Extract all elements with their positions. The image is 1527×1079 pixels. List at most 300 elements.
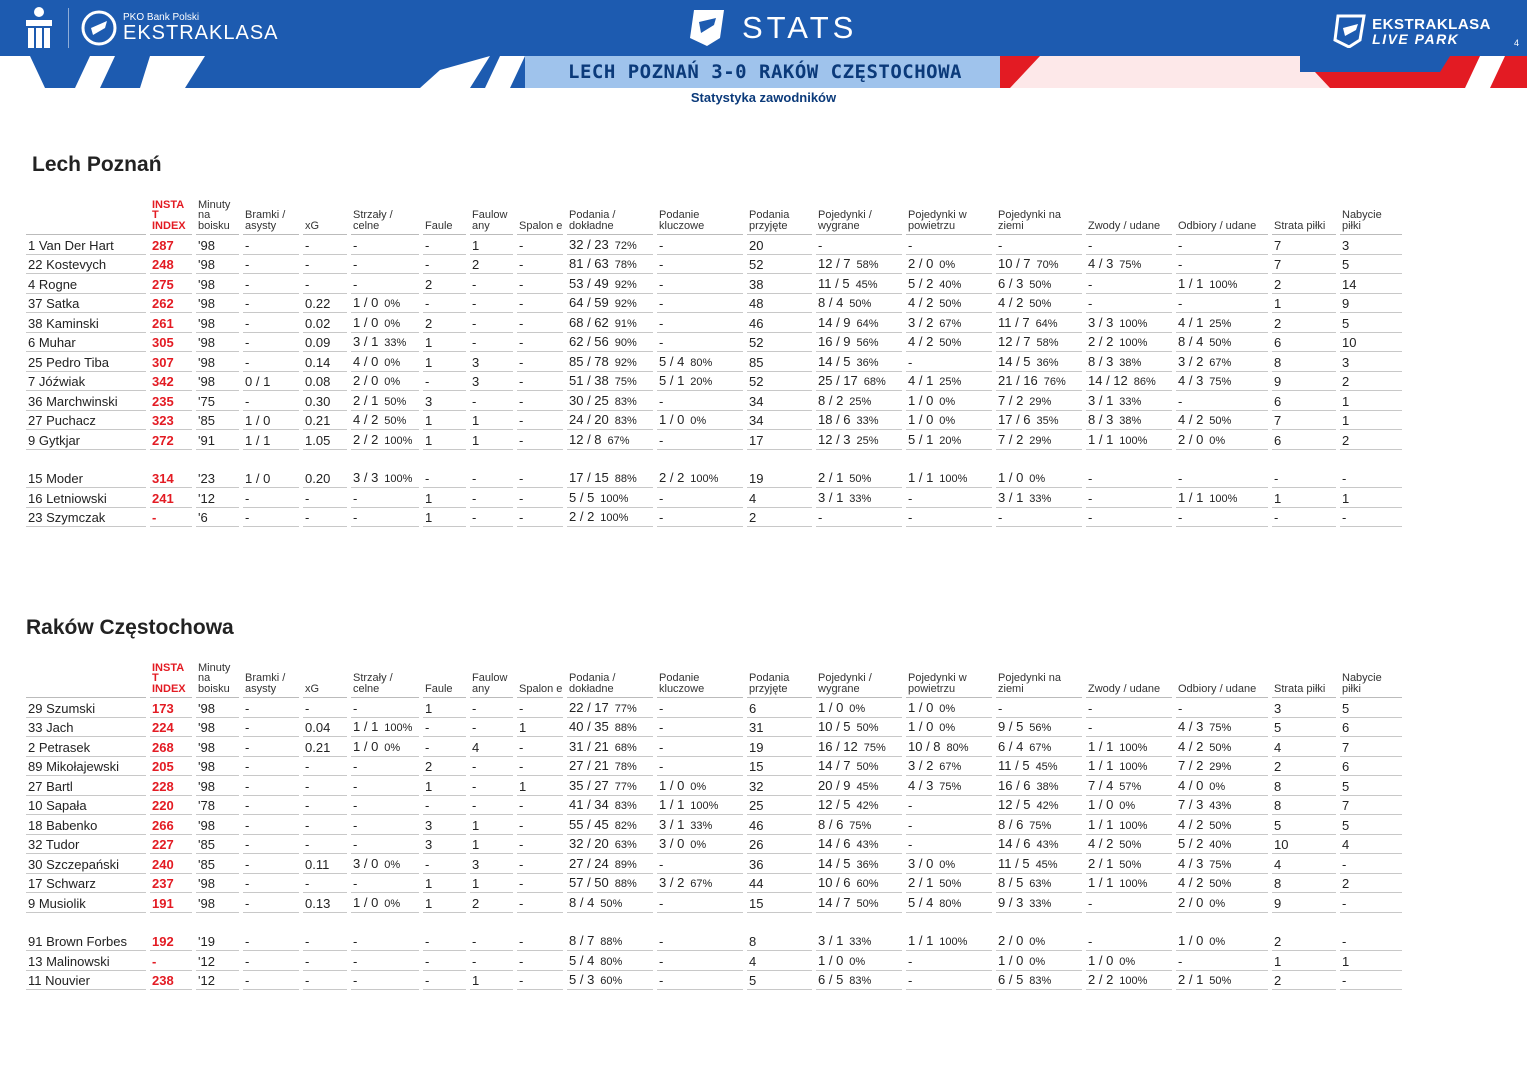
stat-cell [567, 718, 653, 738]
stat-cell: - [303, 776, 347, 796]
stat-value: 1 / 0 [818, 699, 844, 715]
stat-cell: 1 [423, 698, 466, 718]
stat-cell: '19 [196, 932, 239, 952]
stat-value: 1 / 0 [659, 412, 685, 427]
stat-cell: 0.09 [303, 333, 347, 353]
stat-cell: 34 [747, 391, 812, 411]
stat-cell: - [243, 508, 299, 528]
stat-cell [816, 971, 902, 991]
stat-cell: 17 [747, 430, 812, 450]
stat-cell: - [1086, 718, 1172, 738]
stat-percent: 0% [1209, 780, 1226, 793]
stat-cell: - [517, 313, 563, 333]
stat-percent: 75% [1209, 376, 1232, 388]
stat-cell: - [351, 815, 419, 835]
column-header: Podania / dokładne [567, 199, 653, 235]
stat-cell [816, 333, 902, 353]
stat-value: 10 / 7 [998, 256, 1031, 271]
stat-cell [996, 488, 1082, 508]
stat-cell [567, 274, 653, 294]
stat-percent: 75% [1029, 819, 1052, 832]
stat-percent: 100% [1209, 492, 1238, 505]
ekstraklasa-shield-icon [686, 8, 728, 48]
stat-percent: 68% [614, 741, 637, 754]
live-park-line2: LIVE PARK [1372, 30, 1460, 47]
stat-cell: - [816, 508, 902, 528]
stat-cell: '12 [196, 488, 239, 508]
stat-cell [816, 313, 902, 333]
stat-cell [567, 333, 653, 353]
stat-cell [1086, 951, 1172, 971]
stat-cell [816, 469, 902, 489]
stat-value: 64 / 59 [569, 295, 609, 310]
stat-cell: - [351, 835, 419, 855]
stat-cell [1176, 854, 1268, 874]
stat-value: 18 / 6 [818, 412, 851, 427]
stat-value: 2 / 0 [1178, 894, 1204, 910]
column-header: Strzały / celne [351, 199, 419, 235]
stat-cell [1176, 835, 1268, 855]
stat-cell [906, 874, 992, 894]
stat-cell: - [517, 508, 563, 528]
stat-cell: - [657, 757, 743, 777]
stat-percent: 50% [1209, 415, 1232, 427]
stat-percent: 75% [863, 741, 886, 754]
stat-cell [567, 391, 653, 411]
stat-value: 1 / 1 [1178, 275, 1204, 291]
stat-percent: 33% [856, 415, 879, 427]
stat-cell: 8 [1272, 776, 1336, 796]
stat-cell [996, 274, 1082, 294]
stat-value: 2 / 2 [353, 431, 379, 447]
stat-percent: 43% [1209, 800, 1232, 812]
stat-cell [1086, 411, 1172, 431]
stat-percent: 88% [614, 722, 637, 734]
stat-cell: 1 [517, 776, 563, 796]
stat-percent: 0% [384, 298, 401, 310]
stat-percent: 60% [856, 878, 879, 890]
stat-percent: 100% [939, 936, 968, 948]
stat-cell: 240 [150, 854, 192, 874]
stat-cell: 237 [150, 874, 192, 894]
stat-percent: 0% [384, 741, 401, 754]
stat-cell [996, 835, 1082, 855]
stat-cell [567, 854, 653, 874]
table-row [26, 235, 1402, 255]
stat-cell [1176, 971, 1268, 991]
stat-cell [996, 971, 1082, 991]
stat-percent: 64% [856, 317, 879, 330]
stat-percent: 72% [614, 239, 637, 252]
stat-percent: 25% [939, 376, 962, 388]
stat-percent: 80% [600, 955, 623, 968]
column-header: Podania przyjęte [747, 662, 812, 698]
stat-cell: '23 [196, 469, 239, 489]
stat-percent: 100% [1119, 878, 1148, 890]
stat-cell: 1 [423, 488, 466, 508]
stat-cell [906, 932, 992, 952]
stat-value: 4 / 2 [1178, 738, 1204, 754]
stat-value: 9 / 5 [998, 719, 1024, 734]
stat-percent: 50% [1209, 741, 1232, 754]
stat-cell: 52 [747, 333, 812, 353]
stat-cell: - [351, 274, 419, 294]
stat-cell: '98 [196, 294, 239, 314]
stat-cell [906, 313, 992, 333]
stat-value: 1 / 0 [353, 738, 379, 754]
stat-cell [657, 874, 743, 894]
stat-cell [1176, 893, 1268, 913]
stat-percent: 100% [690, 800, 719, 812]
stat-cell [567, 835, 653, 855]
stat-percent: 0% [939, 395, 956, 408]
stat-cell: 1 / 0 [243, 469, 299, 489]
stat-value: 1 / 1 [659, 797, 685, 812]
stat-cell: - [351, 235, 419, 255]
column-header: Spalon e [517, 662, 563, 698]
stat-cell: 1 [470, 430, 513, 450]
stat-percent: 50% [849, 473, 872, 485]
stat-cell: 19 [747, 469, 812, 489]
stat-cell [657, 372, 743, 392]
stat-cell [1176, 757, 1268, 777]
stat-cell: 8 [1272, 352, 1336, 372]
table-row [26, 333, 1402, 353]
stat-cell: 4 [747, 488, 812, 508]
stat-cell [816, 488, 902, 508]
stat-cell [906, 411, 992, 431]
stat-percent: 100% [600, 492, 629, 505]
stat-cell: 20 [747, 235, 812, 255]
stat-cell [1086, 372, 1172, 392]
stat-value: 2 / 0 [353, 373, 379, 388]
table-row [26, 932, 1402, 952]
stat-cell [567, 508, 653, 528]
table-row [26, 835, 1402, 855]
stat-cell: - [423, 718, 466, 738]
stat-value: 32 / 20 [569, 836, 609, 851]
stat-cell [996, 893, 1082, 913]
stat-cell: 5 [1340, 313, 1402, 333]
stat-cell: 6 [1272, 333, 1336, 353]
stat-value: 1 / 1 [353, 719, 379, 734]
stat-cell: 1 [517, 718, 563, 738]
stat-value: 3 / 1 [998, 489, 1024, 505]
stat-cell: - [351, 796, 419, 816]
stat-cell [567, 352, 653, 372]
stat-cell [1176, 333, 1268, 353]
stat-value: 40 / 35 [569, 719, 609, 734]
live-park-line1: EKSTRAKLASA [1372, 15, 1491, 33]
stat-percent: 35% [1036, 415, 1059, 427]
stat-cell: '98 [196, 698, 239, 718]
stat-cell: '98 [196, 893, 239, 913]
stat-percent: 42% [856, 800, 879, 812]
stat-cell: 224 [150, 718, 192, 738]
team-title-rakow: Raków Częstochowa [26, 616, 234, 639]
stat-cell: 220 [150, 796, 192, 816]
stat-cell [996, 757, 1082, 777]
table-row [26, 698, 1402, 718]
stat-cell: - [517, 274, 563, 294]
stat-value: 2 / 2 [1088, 334, 1114, 349]
stat-cell [567, 294, 653, 314]
player-name-cell: 17 Schwarz [26, 874, 146, 894]
column-header: Pojedynki / wygrane [816, 662, 902, 698]
stat-cell [567, 430, 653, 450]
player-name-cell: 36 Marchwinski [26, 391, 146, 411]
stat-value: 21 / 16 [998, 373, 1038, 388]
match-title: LECH POZNAŃ 3-0 RAKÓW CZĘSTOCHOWA [568, 61, 962, 83]
stat-value: 1 / 1 [1088, 758, 1114, 773]
stat-cell: 9 [1272, 372, 1336, 392]
stat-cell: - [1086, 698, 1172, 718]
stat-percent: 0% [384, 858, 401, 871]
stat-cell: 314 [150, 469, 192, 489]
stat-percent: 83% [614, 800, 637, 812]
stat-cell: - [243, 313, 299, 333]
stat-cell: - [243, 971, 299, 991]
stat-cell: - [243, 718, 299, 738]
player-name-cell: 1 Van Der Hart [26, 235, 146, 255]
stat-cell: 5 [1340, 776, 1402, 796]
stats-logo [686, 8, 857, 48]
stat-value: 7 / 2 [998, 392, 1024, 408]
stat-cell [567, 874, 653, 894]
stat-value: 8 / 2 [818, 392, 844, 408]
stat-percent: 83% [614, 395, 637, 408]
player-name-cell: 23 Szymczak [26, 508, 146, 528]
stat-cell [351, 372, 419, 392]
stat-cell [567, 411, 653, 431]
stat-cell [816, 274, 902, 294]
stat-cell: - [906, 971, 992, 991]
player-name-cell: 2 Petrasek [26, 737, 146, 757]
stat-value: 22 / 17 [569, 699, 609, 715]
stat-value: 5 / 1 [659, 373, 685, 388]
stat-cell [567, 488, 653, 508]
stat-percent: 56% [856, 337, 879, 349]
stat-cell: - [243, 932, 299, 952]
stat-cell: '98 [196, 372, 239, 392]
stat-cell: - [517, 430, 563, 450]
stat-cell: 1 [470, 411, 513, 431]
stat-cell: - [1176, 951, 1268, 971]
stat-cell: - [657, 737, 743, 757]
stat-cell [906, 469, 992, 489]
stat-value: 1 / 0 [1178, 933, 1204, 948]
header-banner [0, 0, 1527, 88]
stat-percent: 42% [1036, 800, 1059, 812]
stat-cell: - [303, 698, 347, 718]
stat-percent: 80% [690, 356, 713, 369]
stat-cell: 1 [423, 430, 466, 450]
stat-cell: - [517, 893, 563, 913]
stat-cell: 52 [747, 255, 812, 275]
stat-cell: - [1086, 235, 1172, 255]
stat-cell: 173 [150, 698, 192, 718]
stat-cell: '98 [196, 255, 239, 275]
stat-cell [996, 796, 1082, 816]
stat-cell [816, 776, 902, 796]
stat-cell [906, 737, 992, 757]
column-header: Podania / dokładne [567, 662, 653, 698]
brand-name: EKSTRAKLASA [123, 22, 279, 44]
stat-cell: 1 / 0 [243, 411, 299, 431]
stat-cell [567, 971, 653, 991]
stat-cell: 38 [747, 274, 812, 294]
stat-cell: '98 [196, 718, 239, 738]
stat-cell [1176, 430, 1268, 450]
stat-percent: 75% [939, 780, 962, 793]
stat-cell [567, 932, 653, 952]
stat-percent: 75% [1119, 259, 1142, 271]
stat-percent: 100% [1119, 819, 1148, 832]
stat-percent: 86% [1133, 376, 1156, 388]
stat-value: 4 / 2 [353, 412, 379, 427]
stat-cell [1086, 255, 1172, 275]
stat-cell: 3 [423, 391, 466, 411]
stat-cell: 6 [747, 698, 812, 718]
table-row [26, 294, 1402, 314]
stat-cell: 8 [1272, 796, 1336, 816]
stat-cell [996, 391, 1082, 411]
stat-value: 12 / 8 [569, 431, 602, 447]
stat-cell: - [657, 932, 743, 952]
stat-percent: 50% [939, 878, 962, 890]
stat-cell: - [470, 776, 513, 796]
stat-cell [351, 333, 419, 353]
stat-value: 62 / 56 [569, 334, 609, 349]
stat-cell: 15 [747, 893, 812, 913]
player-name-cell: 13 Malinowski [26, 951, 146, 971]
stat-cell [1176, 718, 1268, 738]
stat-value: 14 / 6 [818, 836, 851, 851]
stat-percent: 0% [690, 780, 707, 793]
stat-cell [996, 469, 1082, 489]
stat-cell: 0.08 [303, 372, 347, 392]
stat-cell: - [303, 757, 347, 777]
stat-cell [1086, 796, 1172, 816]
stat-value: 7 / 2 [1178, 758, 1204, 773]
stat-cell: - [657, 430, 743, 450]
stat-cell: - [517, 469, 563, 489]
stat-cell: - [351, 508, 419, 528]
stat-percent: 0% [1209, 936, 1226, 948]
stat-cell [906, 255, 992, 275]
stat-value: 1 / 1 [1178, 489, 1204, 505]
stat-percent: 88% [614, 473, 637, 485]
stat-cell [996, 854, 1082, 874]
stat-cell: 5 [1272, 718, 1336, 738]
table-row [26, 508, 1402, 528]
stat-cell: - [303, 508, 347, 528]
stat-percent: 83% [1029, 975, 1052, 987]
stat-cell [1086, 333, 1172, 353]
stat-percent: 58% [856, 259, 879, 271]
stat-percent: 20% [690, 376, 713, 388]
stat-percent: 0% [939, 259, 956, 271]
stat-cell: - [423, 372, 466, 392]
stat-value: 2 / 2 [659, 470, 685, 485]
stat-cell: 275 [150, 274, 192, 294]
stat-value: 12 / 3 [818, 431, 851, 447]
stat-cell [567, 469, 653, 489]
table-row [26, 854, 1402, 874]
stat-percent: 100% [1119, 975, 1148, 987]
column-header: Zwody / udane [1086, 199, 1172, 235]
stat-cell [906, 776, 992, 796]
stat-cell [996, 255, 1082, 275]
stat-percent: 100% [384, 473, 413, 485]
stat-cell: - [657, 718, 743, 738]
stat-cell [567, 893, 653, 913]
stat-cell: '98 [196, 313, 239, 333]
stat-percent: 38% [1119, 415, 1142, 427]
stat-cell [816, 815, 902, 835]
stat-cell: - [243, 951, 299, 971]
stat-percent: 77% [614, 702, 637, 715]
stat-cell: - [243, 235, 299, 255]
stat-percent: 92% [614, 278, 637, 291]
stat-cell: '98 [196, 776, 239, 796]
stat-cell [1086, 835, 1172, 855]
stat-cell: 7 [1272, 235, 1336, 255]
stat-cell [657, 815, 743, 835]
stat-value: 1 / 0 [818, 952, 844, 968]
stat-cell [657, 796, 743, 816]
stat-value: 8 / 3 [1088, 353, 1114, 369]
column-header: Odbiory / udane [1176, 199, 1268, 235]
stat-cell: - [517, 372, 563, 392]
stat-cell [1176, 488, 1268, 508]
stat-value: 35 / 27 [569, 777, 609, 793]
stat-percent: 50% [849, 298, 872, 310]
stat-cell [816, 835, 902, 855]
stat-cell: - [1086, 508, 1172, 528]
table-row [26, 391, 1402, 411]
stat-value: 8 / 6 [818, 816, 844, 832]
stat-cell: - [243, 796, 299, 816]
stat-cell: - [657, 854, 743, 874]
stat-cell [816, 718, 902, 738]
stat-cell: - [1340, 932, 1402, 952]
column-header: xG [303, 199, 347, 235]
stat-cell [816, 757, 902, 777]
stat-cell: - [351, 874, 419, 894]
stat-value: 1 / 0 [998, 470, 1024, 485]
stat-value: 6 / 3 [998, 275, 1024, 291]
stat-cell: - [517, 235, 563, 255]
table-header-row [26, 199, 1402, 235]
stat-percent: 50% [1209, 819, 1232, 832]
stat-cell: 0.04 [303, 718, 347, 738]
stat-cell [567, 313, 653, 333]
stat-percent: 50% [856, 761, 879, 773]
stat-cell: 1 [470, 235, 513, 255]
stat-percent: 75% [614, 376, 637, 388]
stat-cell: - [303, 971, 347, 991]
player-name-cell: 33 Jach [26, 718, 146, 738]
stat-cell: 2 [1272, 313, 1336, 333]
stat-percent: 33% [1029, 897, 1052, 910]
table-row [26, 874, 1402, 894]
stat-cell [567, 951, 653, 971]
stat-percent: 82% [614, 819, 637, 832]
stat-value: 5 / 2 [1178, 836, 1204, 851]
stat-value: 5 / 5 [569, 489, 595, 505]
stat-percent: 0% [384, 897, 401, 910]
